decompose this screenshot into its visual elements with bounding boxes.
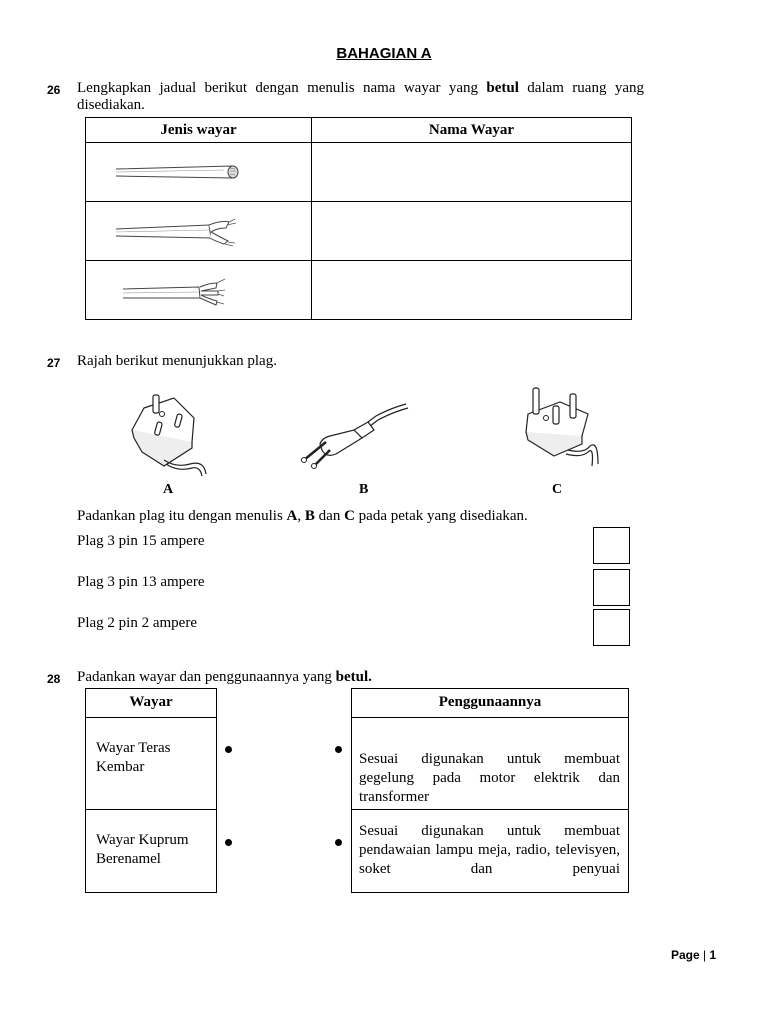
usage-item-2: Sesuai digunakan untuk membuat pendawaian lampu meja, radio, televisyen, soket dan penyuai xyxy=(359,823,620,877)
single-core-wire-icon xyxy=(114,157,244,187)
col-header-jenis-wayar: Jenis wayar xyxy=(86,118,312,143)
three-core-wire-icon xyxy=(121,273,251,307)
match-dot-left-2[interactable] xyxy=(225,839,232,846)
question-26-text: Lengkapkan jadual berikut dengan menulis nama wayar yang betul dalam ruang yang disediakan. xyxy=(77,80,644,113)
question-27-number: 27 xyxy=(47,356,61,370)
wire-column xyxy=(85,688,217,893)
answer-box-2[interactable] xyxy=(593,569,630,606)
plug-c-3pin-13a-icon xyxy=(518,384,603,472)
question-27-text: Rajah berikut menunjukkan plag. xyxy=(77,353,277,369)
twin-core-wire-icon xyxy=(114,214,244,248)
section-title: BAHAGIAN A xyxy=(336,45,432,62)
wire-item-2: Wayar Kuprum Berenamel xyxy=(96,832,189,867)
question-27-instruction: Padankan plag itu dengan menulis A, B dan C pada petak yang disediakan. xyxy=(77,508,528,524)
plug-label-a: A xyxy=(163,482,174,497)
plug-label-c: C xyxy=(552,482,563,497)
plug-item-2: Plag 3 pin 13 ampere xyxy=(77,574,205,590)
answer-cell-3[interactable] xyxy=(312,261,632,320)
usage-item-1: Sesuai digunakan untuk membuat gegelung pada motor elektrik dan transformer xyxy=(352,718,628,810)
question-28-text: Padankan wayar dan penggunaannya yang betul. xyxy=(77,669,372,685)
plug-item-1: Plag 3 pin 15 ampere xyxy=(77,533,205,549)
usage-column xyxy=(351,688,629,893)
wire-image-cell xyxy=(86,202,312,261)
wire-image-cell xyxy=(86,261,312,320)
answer-box-1[interactable] xyxy=(593,527,630,564)
page-footer: Page | 1 xyxy=(671,948,717,962)
wire-item-1: Wayar Teras Kembar xyxy=(86,718,216,810)
wire-type-table xyxy=(85,117,632,320)
plug-b-2pin-2a-icon xyxy=(296,402,411,470)
match-dot-left-1[interactable] xyxy=(225,746,232,753)
answer-box-3[interactable] xyxy=(593,609,630,646)
match-dot-right-1[interactable] xyxy=(335,746,342,753)
usage-column-header: Penggunaannya xyxy=(352,689,628,718)
match-dot-right-2[interactable] xyxy=(335,839,342,846)
plug-item-3: Plag 2 pin 2 ampere xyxy=(77,615,197,631)
col-header-nama-wayar: Nama Wayar xyxy=(312,118,632,143)
answer-cell-2[interactable] xyxy=(312,202,632,261)
wire-column-header: Wayar xyxy=(86,689,216,718)
question-26-number: 26 xyxy=(47,83,61,97)
plug-label-b: B xyxy=(359,482,369,497)
wire-image-cell xyxy=(86,143,312,202)
answer-cell-1[interactable] xyxy=(312,143,632,202)
plug-a-3pin-15a-icon xyxy=(126,390,211,480)
question-28-number: 28 xyxy=(47,672,61,686)
